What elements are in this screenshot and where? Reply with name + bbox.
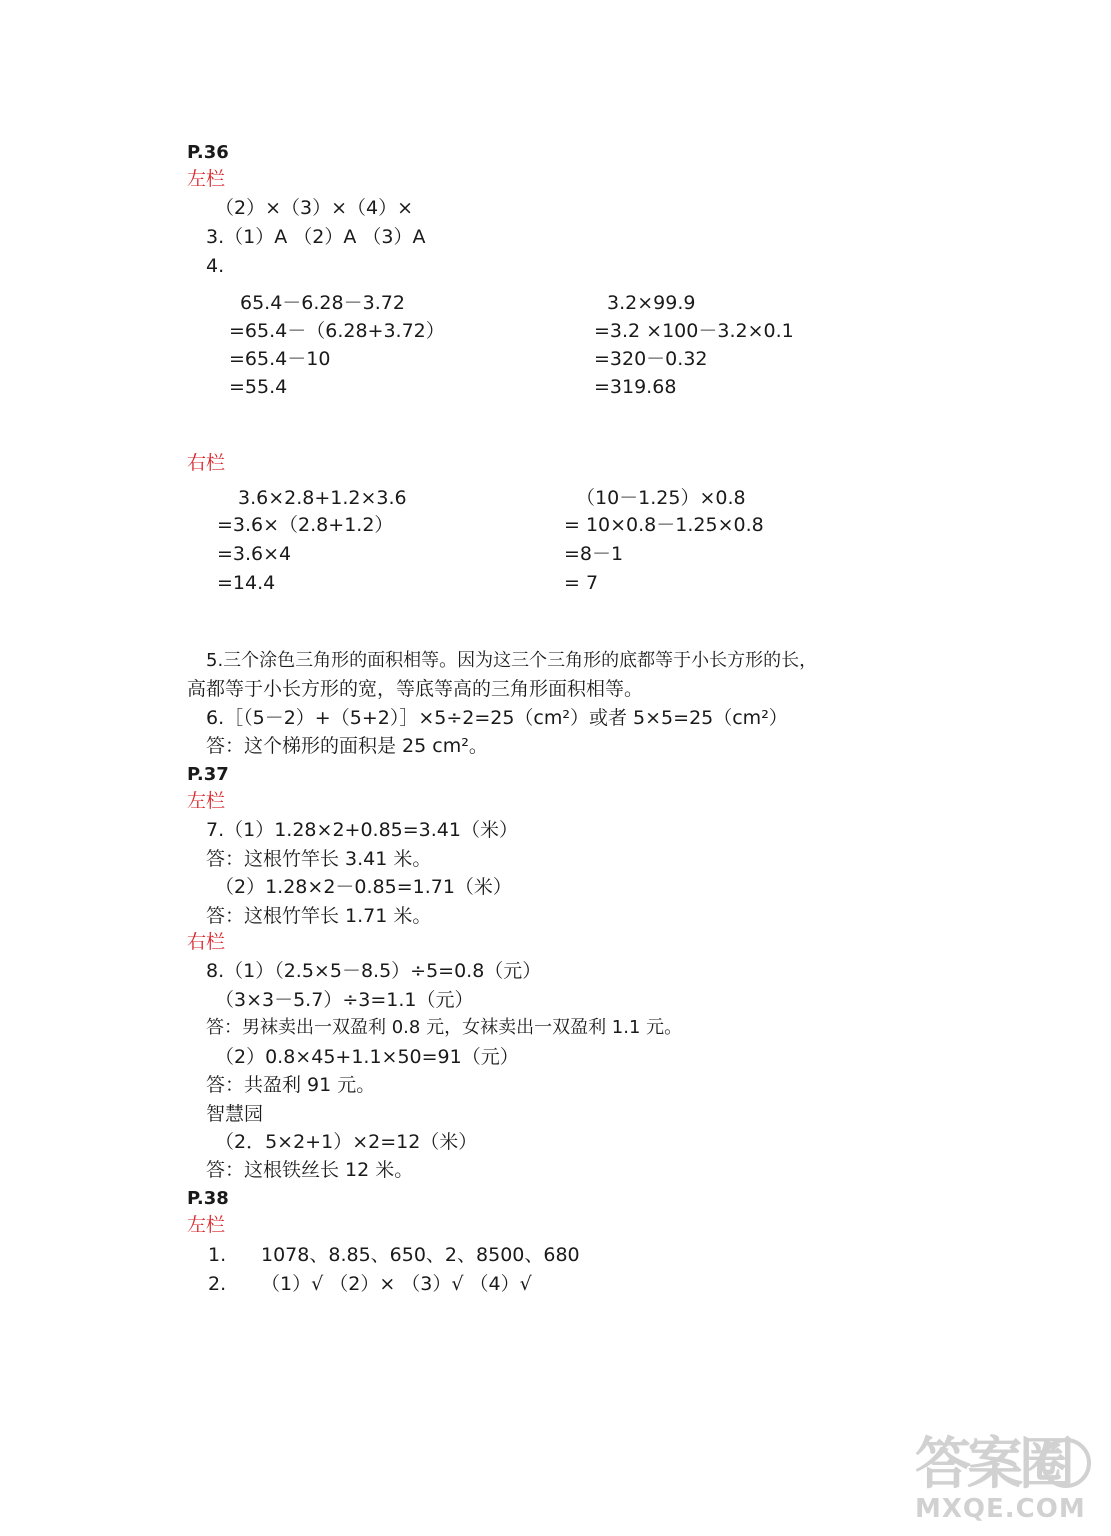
q3-answer-line: 3.（1）A （2）A （3）A [206, 226, 426, 248]
watermark-badge [1041, 1438, 1091, 1488]
q5-text: 5.三个涂色三角形的面积相等。因为这三个三角形的底都等于小长方形的长， [206, 650, 818, 671]
calc-step: =319.68 [594, 376, 677, 398]
section-title-left: 左栏 [187, 168, 226, 190]
q5-text: 高都等于小长方形的宽，等底等高的三角形面积相等。 [187, 678, 644, 700]
section-title-left: 左栏 [187, 790, 226, 812]
calc-step: =3.2 ×100－3.2×0.1 [594, 320, 794, 342]
q8-2-answer: 答：共盈利 91 元。 [206, 1074, 376, 1096]
bonus-equation: （2．5×2+1）×2=12（米） [215, 1131, 478, 1153]
q8-1-equation: （3×3－5.7）÷3=1.1（元） [215, 989, 474, 1011]
calc-step: =14.4 [217, 572, 276, 594]
watermark-url: MXQE.COM [915, 1494, 1086, 1524]
q8-2-equation: （2）0.8×45+1.1×50=91（元） [215, 1046, 519, 1068]
q6-answer: 答：这个梯形的面积是 25 cm²。 [206, 735, 488, 757]
bonus-answer: 答：这根铁丝长 12 米。 [206, 1159, 414, 1181]
calc-step: =3.6×4 [217, 543, 292, 565]
q2-answer-line: （2）×（3）×（4）× [215, 197, 414, 219]
q2-number: 2. [208, 1273, 227, 1295]
section-title-right: 右栏 [187, 931, 226, 953]
q8-1-answer: 答：男袜卖出一双盈利 0.8 元，女袜卖出一双盈利 1.1 元。 [206, 1017, 683, 1038]
page-label-p38: P.38 [187, 1188, 229, 1209]
calc-step: =8－1 [564, 543, 624, 565]
calc-step: =65.4－（6.28+3.72） [229, 320, 445, 342]
q7-2-equation: （2）1.28×2－0.85=1.71（米） [215, 876, 512, 898]
q1-number: 1. [208, 1244, 227, 1266]
calc-step: =3.6×（2.8+1.2） [217, 514, 394, 536]
calc-step: = 10×0.8－1.25×0.8 [564, 514, 764, 536]
calc-step: 3.2×99.9 [607, 292, 696, 314]
q2-answers: （1）√ （2）× （3）√ （4）√ [261, 1273, 532, 1295]
q1-answers: 1078、8.85、650、2、8500、680 [261, 1244, 580, 1266]
site-watermark [915, 1431, 1093, 1530]
section-title-right: 右栏 [187, 452, 226, 474]
q7-1-answer: 答：这根竹竿长 3.41 米。 [206, 848, 432, 870]
page-label-p37: P.37 [187, 764, 229, 785]
q4-label: 4. [206, 255, 225, 277]
page-label-p36: P.36 [187, 142, 229, 163]
calc-step: 65.4－6.28－3.72 [240, 292, 405, 314]
section-title-left: 左栏 [187, 1214, 226, 1236]
watermark-logo: 答案圈 [915, 1431, 1071, 1497]
calc-step: =65.4－10 [229, 348, 331, 370]
calc-step: （10－1.25）×0.8 [576, 487, 746, 509]
calc-step: = 7 [564, 572, 599, 594]
q6-equation: 6.［（5－2）+（5+2）］×5÷2=25（cm²）或者 5×5=25（cm²） [206, 707, 788, 729]
bonus-section-title: 智慧园 [206, 1103, 264, 1125]
calc-step: 3.6×2.8+1.2×3.6 [238, 487, 407, 509]
q7-1-equation: 7.（1）1.28×2+0.85=3.41（米） [206, 819, 518, 841]
calc-step: =55.4 [229, 376, 288, 398]
calc-step: =320－0.32 [594, 348, 708, 370]
q7-2-answer: 答：这根竹竿长 1.71 米。 [206, 905, 432, 927]
q8-1-equation: 8.（1）（2.5×5－8.5）÷5=0.8（元） [206, 960, 542, 982]
